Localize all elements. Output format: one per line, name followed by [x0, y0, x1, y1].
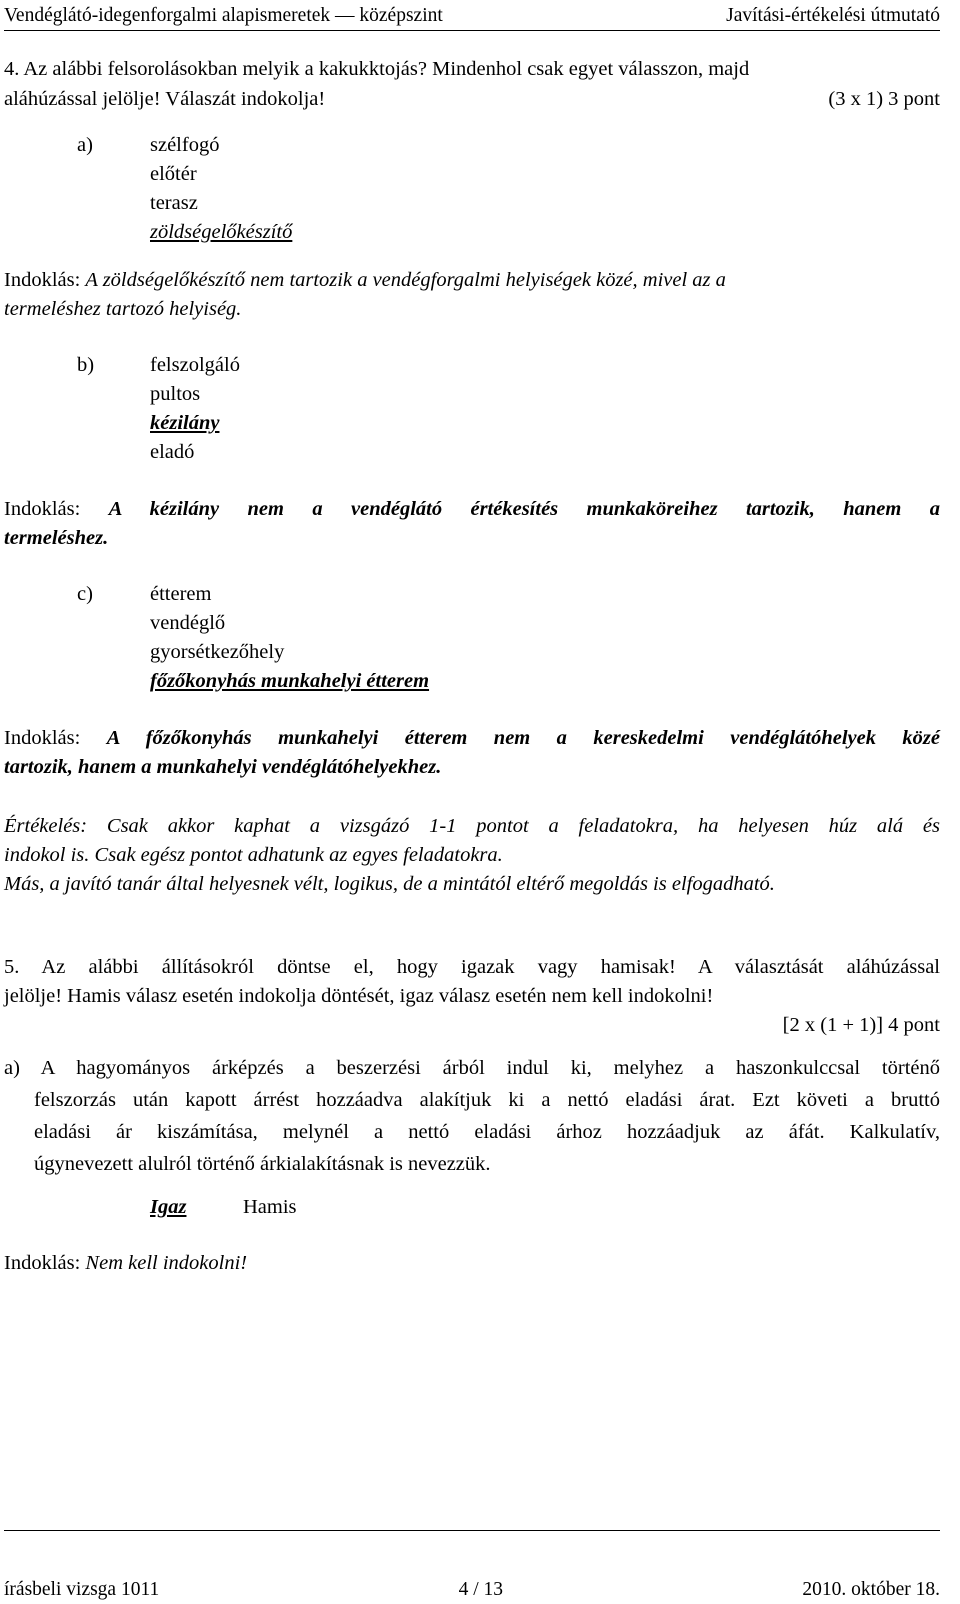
q4a-label: a) — [77, 134, 93, 156]
q4a-reason-line2: termeléshez tartozó helyiség. — [4, 298, 242, 320]
reason-prefix: Indoklás: — [4, 498, 109, 520]
q4b-option: pultos — [150, 383, 201, 405]
q4a-option: terasz — [150, 192, 198, 214]
q5a-reason — [4, 1249, 940, 1277]
q4b-option: felszolgáló — [150, 354, 240, 376]
q5a-false-option: Hamis — [243, 1196, 297, 1218]
page-footer — [4, 1576, 940, 1602]
q4c-option: étterem — [150, 583, 212, 605]
q4-prompt-text: aláhúzással jelölje! Válaszát indokolja! — [4, 88, 326, 110]
page-header — [4, 2, 940, 30]
q4b-answer: kézilány — [150, 412, 220, 434]
footer-date: 2010. október 18. — [802, 1579, 940, 1600]
q4c-option: vendéglő — [150, 612, 226, 634]
q4b-reason-line1 — [4, 495, 940, 523]
q4-prompt-line1: 4. Az alábbi felsorolásokban melyik a kakukktojás? Mindenhol csak egyet válasszon, majd — [4, 58, 750, 80]
q5-prompt-line1: 5. Az alábbi állításokról döntse el, hogy igazak vagy hamisak! A választását aláhúzással — [4, 956, 940, 978]
reason-text: A kézilány nem a vendéglátó értékesítés munkaköreihez tartozik, hanem a — [108, 498, 940, 520]
q4b-label: b) — [77, 354, 95, 376]
q4-eval-line2: indokol is. Csak egész pontot adhatunk az egyes feladatokra. — [4, 844, 503, 866]
q4c-answer: főzőkonyhás munkahelyi étterem — [150, 670, 430, 692]
header-rule — [4, 30, 940, 31]
reason-text: A zöldségelőkészítő nem tartozik a vendégforgalmi helyiségek közé, mivel az a — [85, 269, 726, 291]
q4c-reason-line1 — [4, 724, 940, 752]
q5-prompt-line2: jelölje! Hamis válasz esetén indokolja döntését, igaz válasz esetén nem kell indokolni! — [4, 985, 714, 1007]
q4c-option: gyorsétkezőhely — [150, 641, 285, 663]
q5a-true-answer: Igaz — [150, 1196, 187, 1218]
q5a-statement-line4: úgynevezett alulról történő árkialakításnak is nevezzük. — [34, 1153, 491, 1175]
q4a-reason-line1 — [4, 266, 940, 294]
q4a-option: előtér — [150, 163, 197, 185]
q5a-statement-line3: eladási ár kiszámítása, melynél a nettó eladási árhoz hozzáadjuk az áfát. Kalkulatív, — [34, 1121, 940, 1143]
reason-text: Nem kell indokolni! — [85, 1252, 248, 1274]
footer-exam-id: írásbeli vizsga 1011 — [4, 1579, 160, 1600]
q4b-option: eladó — [150, 441, 195, 463]
q4c-reason-line2: tartozik, hanem a munkahelyi vendéglátóhelyekhez. — [4, 756, 442, 778]
header-subtitle: Javítási-értékelési útmutató — [726, 5, 940, 26]
header-title: Vendéglátó-idegenforgalmi alapismeretek — középszint — [4, 5, 443, 26]
q4-prompt-line2 — [4, 85, 940, 113]
q4-points: (3 x 1) 3 pont — [828, 88, 940, 110]
reason-text: A főzőkonyhás munkahelyi étterem nem a kereskedelmi vendéglátóhelyek közé — [106, 727, 940, 749]
reason-prefix: Indoklás: — [4, 269, 86, 291]
q5-points: [2 x (1 + 1)] 4 pont — [782, 1014, 940, 1036]
q4-eval-line1: Értékelés: Csak akkor kaphat a vizsgázó 1-1 pontot a feladatokra, ha helyesen húz alá és — [4, 815, 940, 837]
footer-rule — [4, 1530, 940, 1531]
reason-prefix: Indoklás: — [4, 727, 107, 749]
q4-eval-line3: Más, a javító tanár által helyesnek vélt, logikus, de a mintától eltérő megoldás is elfogadható. — [4, 873, 775, 895]
q4a-option: szélfogó — [150, 134, 220, 156]
reason-prefix: Indoklás: — [4, 1252, 86, 1274]
q5a-statement-line1: a) A hagyományos árképzés a beszerzési árból indul ki, melyhez a haszonkulccsal történő — [4, 1057, 940, 1079]
q4b-reason-line2: termeléshez. — [4, 527, 109, 549]
footer-page-number: 4 / 13 — [458, 1579, 504, 1600]
q4c-label: c) — [77, 583, 93, 605]
q5a-statement-line2: felszorzás után kapott árrést hozzáadva alakítjuk ki a nettó eladási árat. Ezt követi a bruttó — [34, 1089, 940, 1111]
q4a-answer: zöldségelőkészítő — [150, 221, 293, 243]
